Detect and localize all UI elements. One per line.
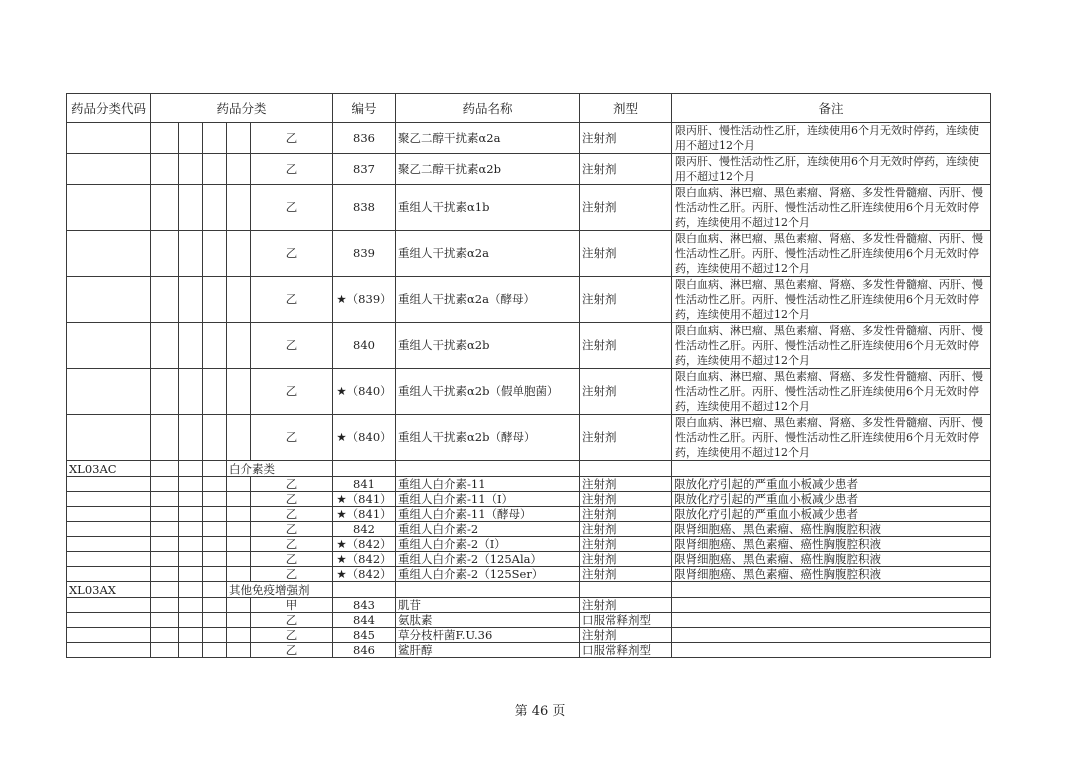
drug-name: 重组人白介素-2（125Ala） bbox=[396, 552, 580, 567]
drug-class: 乙 bbox=[251, 154, 333, 185]
remarks: 限白血病、淋巴瘤、黑色素瘤、肾癌、多发性骨髓瘤、丙肝、慢性活动性乙肝。丙肝、慢性活动性乙肝连续使用6个月无效时停药，连续使用不超过12个月 bbox=[672, 415, 991, 461]
drug-number: 840 bbox=[333, 323, 396, 369]
empty-cell bbox=[227, 552, 251, 567]
drug-class: 甲 bbox=[251, 598, 333, 613]
table-row bbox=[67, 567, 991, 582]
empty-cell bbox=[151, 461, 179, 477]
dosage-form: 注射剂 bbox=[580, 598, 672, 613]
empty-cell bbox=[151, 643, 179, 658]
empty-cell bbox=[151, 477, 179, 492]
empty-cell bbox=[227, 613, 251, 628]
empty-cell bbox=[179, 643, 203, 658]
remarks: 限白血病、淋巴瘤、黑色素瘤、肾癌、多发性骨髓瘤、丙肝、慢性活动性乙肝。丙肝、慢性活动性乙肝连续使用6个月无效时停药，连续使用不超过12个月 bbox=[672, 277, 991, 323]
drug-class: 乙 bbox=[251, 231, 333, 277]
table-row bbox=[67, 185, 991, 231]
table-row bbox=[67, 492, 991, 507]
empty-cell bbox=[203, 567, 227, 582]
drug-number: 838 bbox=[333, 185, 396, 231]
drug-name: 重组人白介素-2（Ⅰ） bbox=[396, 537, 580, 552]
drug-name: 重组人干扰素α2a（酵母） bbox=[396, 277, 580, 323]
table-row bbox=[67, 507, 991, 522]
empty-cell bbox=[151, 492, 179, 507]
code-cell bbox=[67, 154, 151, 185]
drug-number: ★（841） bbox=[333, 507, 396, 522]
drug-name: 肌苷 bbox=[396, 598, 580, 613]
code-cell bbox=[67, 477, 151, 492]
empty-cell bbox=[179, 522, 203, 537]
table-row bbox=[67, 613, 991, 628]
dosage-form: 注射剂 bbox=[580, 123, 672, 154]
empty-cell bbox=[227, 522, 251, 537]
table-row bbox=[67, 537, 991, 552]
code-cell bbox=[67, 613, 151, 628]
table-row bbox=[67, 323, 991, 369]
drug-class: 乙 bbox=[251, 277, 333, 323]
drug-name: 重组人干扰素α2b（假单胞菌） bbox=[396, 369, 580, 415]
drug-name: 聚乙二醇干扰素α2b bbox=[396, 154, 580, 185]
table-row bbox=[67, 277, 991, 323]
empty-cell bbox=[151, 582, 179, 598]
empty-cell bbox=[227, 507, 251, 522]
empty-cell bbox=[227, 277, 251, 323]
empty-cell bbox=[179, 231, 203, 277]
empty-cell bbox=[227, 598, 251, 613]
empty-cell bbox=[179, 277, 203, 323]
drug-number: 842 bbox=[333, 522, 396, 537]
empty-cell bbox=[227, 231, 251, 277]
empty-cell bbox=[203, 369, 227, 415]
empty-cell bbox=[203, 613, 227, 628]
group-row bbox=[67, 461, 991, 477]
empty-cell bbox=[151, 123, 179, 154]
drug-class: 乙 bbox=[251, 507, 333, 522]
empty-cell bbox=[179, 567, 203, 582]
page-number: 第 46 页 bbox=[514, 704, 566, 719]
drug-name: 重组人白介素-11 bbox=[396, 477, 580, 492]
empty-cell bbox=[179, 507, 203, 522]
table-row bbox=[67, 231, 991, 277]
drug-number: 839 bbox=[333, 231, 396, 277]
drug-class: 乙 bbox=[251, 628, 333, 643]
dosage-form: 注射剂 bbox=[580, 477, 672, 492]
empty-cell bbox=[333, 461, 396, 477]
drug-name: 重组人白介素-2 bbox=[396, 522, 580, 537]
empty-cell bbox=[179, 123, 203, 154]
empty-cell bbox=[333, 582, 396, 598]
drug-name: 草分枝杆菌F.U.36 bbox=[396, 628, 580, 643]
drug-number: 837 bbox=[333, 154, 396, 185]
drug-name: 重组人干扰素α2b（酵母） bbox=[396, 415, 580, 461]
remarks: 限白血病、淋巴瘤、黑色素瘤、肾癌、多发性骨髓瘤、丙肝、慢性活动性乙肝。丙肝、慢性活动性乙肝连续使用6个月无效时停药，连续使用不超过12个月 bbox=[672, 185, 991, 231]
drug-class: 乙 bbox=[251, 552, 333, 567]
empty-cell bbox=[151, 185, 179, 231]
empty-cell bbox=[203, 477, 227, 492]
dosage-form: 注射剂 bbox=[580, 628, 672, 643]
table-row bbox=[67, 123, 991, 154]
code-cell bbox=[67, 185, 151, 231]
group-label: 白介素类 bbox=[227, 461, 333, 477]
empty-cell bbox=[179, 598, 203, 613]
drug-list-table bbox=[66, 93, 991, 658]
drug-number: ★（840） bbox=[333, 369, 396, 415]
dosage-form: 注射剂 bbox=[580, 552, 672, 567]
empty-cell bbox=[203, 231, 227, 277]
code-cell bbox=[67, 567, 151, 582]
remarks: 限放化疗引起的严重血小板减少患者 bbox=[672, 492, 991, 507]
code-cell bbox=[67, 628, 151, 643]
dosage-form: 注射剂 bbox=[580, 522, 672, 537]
empty-cell bbox=[203, 123, 227, 154]
empty-cell bbox=[151, 369, 179, 415]
drug-class: 乙 bbox=[251, 522, 333, 537]
dosage-form: 注射剂 bbox=[580, 231, 672, 277]
remarks: 限肾细胞癌、黑色素瘤、癌性胸腹腔积液 bbox=[672, 567, 991, 582]
drug-name: 重组人白介素-11（酵母） bbox=[396, 507, 580, 522]
dosage-form: 口服常释剂型 bbox=[580, 643, 672, 658]
remarks: 限白血病、淋巴瘤、黑色素瘤、肾癌、多发性骨髓瘤、丙肝、慢性活动性乙肝。丙肝、慢性活动性乙肝连续使用6个月无效时停药，连续使用不超过12个月 bbox=[672, 323, 991, 369]
empty-cell bbox=[151, 567, 179, 582]
table-row bbox=[67, 477, 991, 492]
empty-cell bbox=[203, 643, 227, 658]
code-cell bbox=[67, 507, 151, 522]
empty-cell bbox=[179, 415, 203, 461]
group-label: 其他免疫增强剂 bbox=[227, 582, 333, 598]
remarks: 限丙肝、慢性活动性乙肝，连续使用6个月无效时停药，连续使用不超过12个月 bbox=[672, 123, 991, 154]
empty-cell bbox=[203, 628, 227, 643]
empty-cell bbox=[580, 582, 672, 598]
empty-cell bbox=[227, 567, 251, 582]
drug-name: 重组人干扰素α1b bbox=[396, 185, 580, 231]
remarks: 限肾细胞癌、黑色素瘤、癌性胸腹腔积液 bbox=[672, 537, 991, 552]
empty-cell bbox=[151, 154, 179, 185]
drug-number: 844 bbox=[333, 613, 396, 628]
empty-cell bbox=[151, 613, 179, 628]
group-code: XL03AC bbox=[67, 461, 151, 477]
code-cell bbox=[67, 492, 151, 507]
remarks bbox=[672, 613, 991, 628]
header-dosage-form: 剂型 bbox=[580, 94, 672, 123]
code-cell bbox=[67, 123, 151, 154]
table-row bbox=[67, 643, 991, 658]
drug-class: 乙 bbox=[251, 567, 333, 582]
remarks bbox=[672, 628, 991, 643]
table-row bbox=[67, 598, 991, 613]
code-cell bbox=[67, 522, 151, 537]
empty-cell bbox=[203, 492, 227, 507]
empty-cell bbox=[151, 598, 179, 613]
drug-name: 重组人白介素-2（125Ser） bbox=[396, 567, 580, 582]
drug-class: 乙 bbox=[251, 369, 333, 415]
empty-cell bbox=[179, 492, 203, 507]
drug-name: 重组人干扰素α2a bbox=[396, 231, 580, 277]
empty-cell bbox=[672, 461, 991, 477]
empty-cell bbox=[227, 415, 251, 461]
empty-cell bbox=[227, 643, 251, 658]
code-cell bbox=[67, 323, 151, 369]
empty-cell bbox=[396, 461, 580, 477]
empty-cell bbox=[227, 537, 251, 552]
code-cell bbox=[67, 231, 151, 277]
empty-cell bbox=[203, 185, 227, 231]
drug-name: 聚乙二醇干扰素α2a bbox=[396, 123, 580, 154]
empty-cell bbox=[227, 185, 251, 231]
empty-cell bbox=[151, 323, 179, 369]
code-cell bbox=[67, 415, 151, 461]
empty-cell bbox=[179, 369, 203, 415]
header-remarks: 备注 bbox=[672, 94, 991, 123]
drug-name: 重组人白介素-11（Ⅰ） bbox=[396, 492, 580, 507]
drug-class: 乙 bbox=[251, 323, 333, 369]
empty-cell bbox=[151, 415, 179, 461]
code-cell bbox=[67, 552, 151, 567]
header-row bbox=[67, 94, 991, 123]
empty-cell bbox=[151, 628, 179, 643]
dosage-form: 注射剂 bbox=[580, 277, 672, 323]
remarks: 限放化疗引起的严重血小板减少患者 bbox=[672, 477, 991, 492]
empty-cell bbox=[179, 628, 203, 643]
remarks: 限白血病、淋巴瘤、黑色素瘤、肾癌、多发性骨髓瘤、丙肝、慢性活动性乙肝。丙肝、慢性活动性乙肝连续使用6个月无效时停药，连续使用不超过12个月 bbox=[672, 369, 991, 415]
empty-cell bbox=[203, 154, 227, 185]
empty-cell bbox=[203, 598, 227, 613]
empty-cell bbox=[179, 537, 203, 552]
empty-cell bbox=[151, 552, 179, 567]
drug-number: ★（842） bbox=[333, 567, 396, 582]
empty-cell bbox=[227, 628, 251, 643]
empty-cell bbox=[227, 477, 251, 492]
dosage-form: 注射剂 bbox=[580, 507, 672, 522]
dosage-form: 口服常释剂型 bbox=[580, 613, 672, 628]
empty-cell bbox=[227, 154, 251, 185]
drug-class: 乙 bbox=[251, 477, 333, 492]
empty-cell bbox=[227, 123, 251, 154]
dosage-form: 注射剂 bbox=[580, 537, 672, 552]
table-row bbox=[67, 552, 991, 567]
table-row bbox=[67, 522, 991, 537]
empty-cell bbox=[151, 231, 179, 277]
drug-number: 845 bbox=[333, 628, 396, 643]
remarks: 限肾细胞癌、黑色素瘤、癌性胸腹腔积液 bbox=[672, 552, 991, 567]
code-cell bbox=[67, 537, 151, 552]
drug-number: ★（839） bbox=[333, 277, 396, 323]
dosage-form: 注射剂 bbox=[580, 154, 672, 185]
drug-number: 841 bbox=[333, 477, 396, 492]
drug-number: ★（842） bbox=[333, 537, 396, 552]
dosage-form: 注射剂 bbox=[580, 185, 672, 231]
drug-class: 乙 bbox=[251, 613, 333, 628]
code-cell bbox=[67, 369, 151, 415]
table-row bbox=[67, 415, 991, 461]
code-cell bbox=[67, 277, 151, 323]
header-name: 药品名称 bbox=[396, 94, 580, 123]
empty-cell bbox=[203, 582, 227, 598]
empty-cell bbox=[179, 552, 203, 567]
drug-class: 乙 bbox=[251, 537, 333, 552]
drug-number: ★（841） bbox=[333, 492, 396, 507]
empty-cell bbox=[179, 582, 203, 598]
drug-number: 836 bbox=[333, 123, 396, 154]
code-cell bbox=[67, 643, 151, 658]
empty-cell bbox=[151, 507, 179, 522]
table-row bbox=[67, 628, 991, 643]
empty-cell bbox=[203, 415, 227, 461]
empty-cell bbox=[203, 552, 227, 567]
drug-number: ★（840） bbox=[333, 415, 396, 461]
empty-cell bbox=[203, 507, 227, 522]
remarks: 限白血病、淋巴瘤、黑色素瘤、肾癌、多发性骨髓瘤、丙肝、慢性活动性乙肝。丙肝、慢性活动性乙肝连续使用6个月无效时停药，连续使用不超过12个月 bbox=[672, 231, 991, 277]
empty-cell bbox=[227, 323, 251, 369]
header-code: 药品分类代码 bbox=[67, 94, 151, 123]
empty-cell bbox=[151, 277, 179, 323]
drug-number: ★（842） bbox=[333, 552, 396, 567]
drug-class: 乙 bbox=[251, 643, 333, 658]
dosage-form: 注射剂 bbox=[580, 323, 672, 369]
empty-cell bbox=[203, 277, 227, 323]
remarks: 限丙肝、慢性活动性乙肝，连续使用6个月无效时停药，连续使用不超过12个月 bbox=[672, 154, 991, 185]
drug-class: 乙 bbox=[251, 123, 333, 154]
empty-cell bbox=[151, 522, 179, 537]
code-cell bbox=[67, 598, 151, 613]
empty-cell bbox=[179, 323, 203, 369]
table-row bbox=[67, 369, 991, 415]
empty-cell bbox=[203, 537, 227, 552]
dosage-form: 注射剂 bbox=[580, 369, 672, 415]
drug-class: 乙 bbox=[251, 185, 333, 231]
remarks bbox=[672, 598, 991, 613]
remarks: 限放化疗引起的严重血小板减少患者 bbox=[672, 507, 991, 522]
dosage-form: 注射剂 bbox=[580, 415, 672, 461]
empty-cell bbox=[227, 492, 251, 507]
drug-name: 氨肽素 bbox=[396, 613, 580, 628]
empty-cell bbox=[179, 461, 203, 477]
remarks bbox=[672, 643, 991, 658]
empty-cell bbox=[396, 582, 580, 598]
drug-name: 重组人干扰素α2b bbox=[396, 323, 580, 369]
empty-cell bbox=[203, 461, 227, 477]
empty-cell bbox=[227, 369, 251, 415]
dosage-form: 注射剂 bbox=[580, 567, 672, 582]
drug-class: 乙 bbox=[251, 415, 333, 461]
empty-cell bbox=[151, 537, 179, 552]
group-row bbox=[67, 582, 991, 598]
header-number: 编号 bbox=[333, 94, 396, 123]
empty-cell bbox=[179, 185, 203, 231]
drug-name: 鲨肝醇 bbox=[396, 643, 580, 658]
header-category: 药品分类 bbox=[151, 94, 333, 123]
group-code: XL03AX bbox=[67, 582, 151, 598]
drug-number: 843 bbox=[333, 598, 396, 613]
empty-cell bbox=[580, 461, 672, 477]
drug-class: 乙 bbox=[251, 492, 333, 507]
empty-cell bbox=[203, 323, 227, 369]
empty-cell bbox=[672, 582, 991, 598]
empty-cell bbox=[203, 522, 227, 537]
drug-number: 846 bbox=[333, 643, 396, 658]
empty-cell bbox=[179, 613, 203, 628]
remarks: 限肾细胞癌、黑色素瘤、癌性胸腹腔积液 bbox=[672, 522, 991, 537]
empty-cell bbox=[179, 154, 203, 185]
table-row bbox=[67, 154, 991, 185]
empty-cell bbox=[179, 477, 203, 492]
dosage-form: 注射剂 bbox=[580, 492, 672, 507]
